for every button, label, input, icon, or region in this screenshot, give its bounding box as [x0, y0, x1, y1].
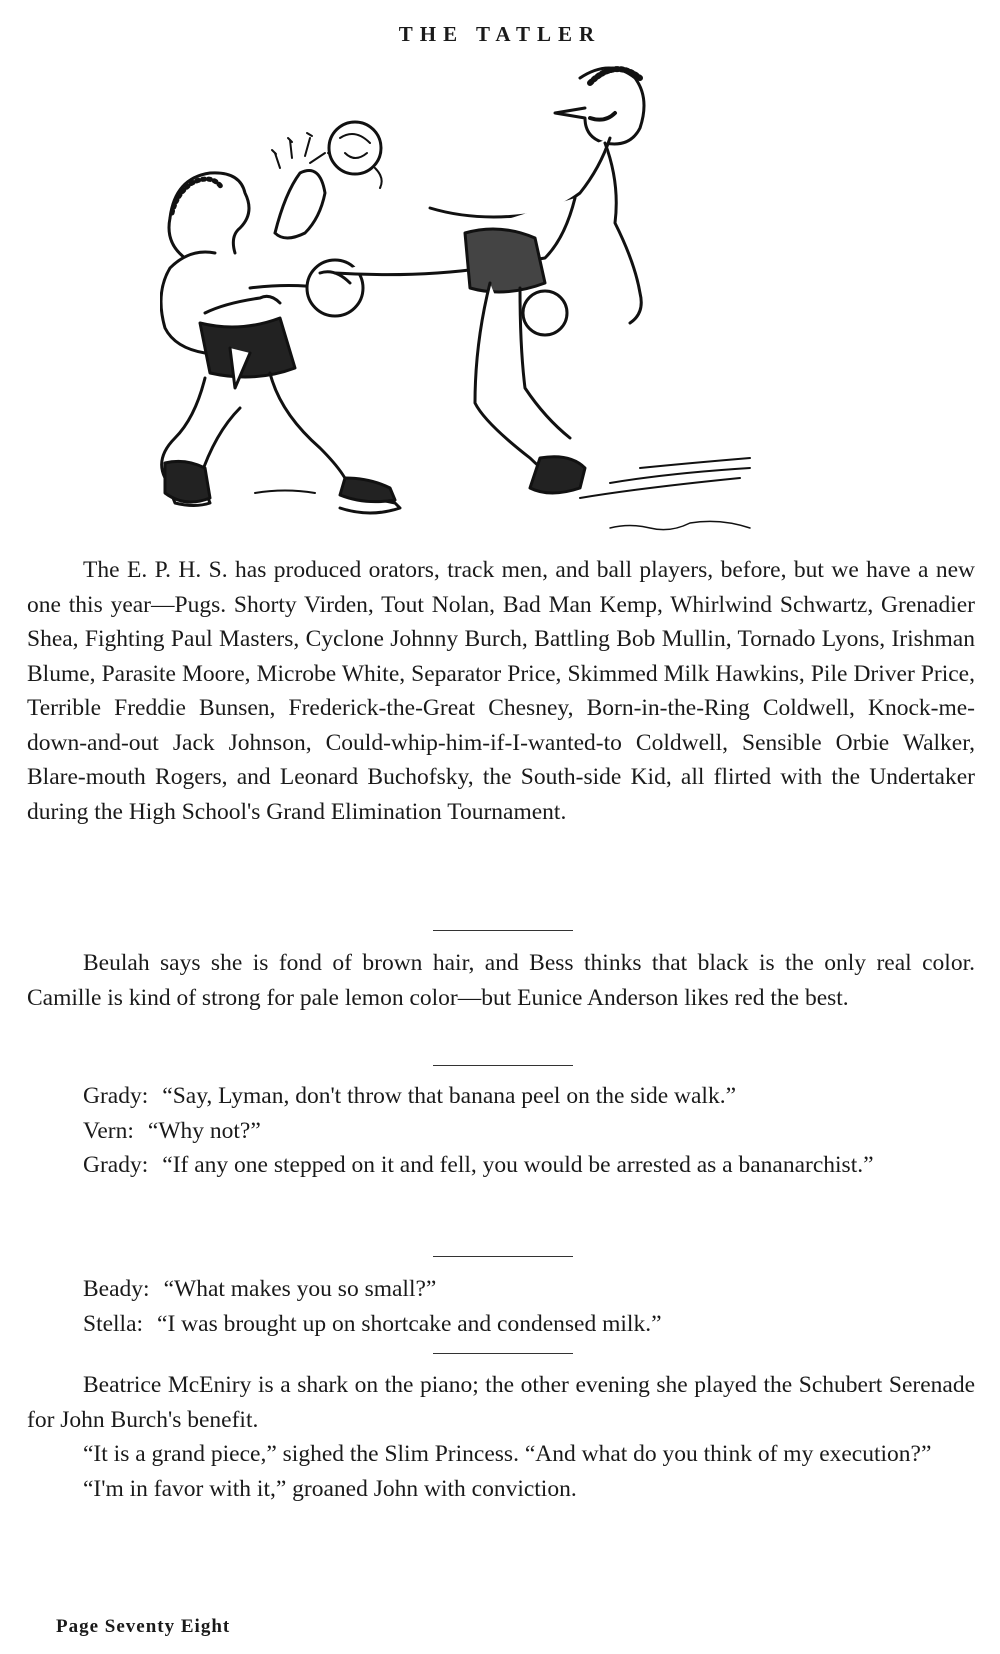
- article-beatrice-para: “I'm in favor with it,” groaned John with conviction.: [83, 1475, 577, 1502]
- dialog-line: [27, 1307, 975, 1342]
- section-divider: [433, 1065, 573, 1066]
- section-divider: [433, 1353, 573, 1354]
- speaker-name: Stella:: [83, 1310, 144, 1337]
- right-boxer: [329, 68, 644, 493]
- speaker-name: Beady:: [83, 1276, 150, 1302]
- dialog-line: [27, 1079, 975, 1114]
- article-beatrice-para: Beatrice McEniry is a shark on the piano; the other evening she played the Schubert Serenade for John Burch's benefit.: [27, 1372, 975, 1433]
- speaker-name: Grady:: [83, 1152, 149, 1178]
- boxing-cartoon-icon: [160, 58, 810, 558]
- speaker-name: Vern:: [83, 1117, 134, 1144]
- dialog-line: [27, 1148, 975, 1183]
- article-beulah: [27, 946, 975, 1015]
- article-beulah-text: Beulah says she is fond of brown hair, and Bess thinks that black is the only real color. Camille is kind of strong for pale lemon color—but Eunice Anderson likes red the best.: [27, 950, 975, 1011]
- dialog-text: “What makes you so small?”: [163, 1276, 437, 1302]
- left-boxer: [161, 133, 400, 513]
- article-pugs: [27, 553, 975, 829]
- article-pugs-text: The E. P. H. S. has produced orators, track men, and ball players, before, but we have a new one this year—Pugs. Shorty Virden, Tout Nolan, Bad Man Kemp, Whirlwind Schwartz, Grenadier Shea, Fighting Paul Masters, Cyclone Johnny Burch, Battling Bob Mullin, Tornado Lyons, Irishman Blume, Parasite Moore, Microbe White, Separator Price, Skimmed Milk Hawkins, Pile Driver Price, Terrible Freddie Bunsen, Frederick-the-Great Chesney, Born-in-the-Ring Coldwell, Knock-me-down-and-out Jack Johnson, Could-whip-him-if-I-wanted-to Coldwell, Sensible Orbie Walker, Blare-mouth Rogers, and Leonard Buchofsky, the South-side Kid, all flirted with the Undertaker during the High School's Grand Elimination Tournament.: [27, 557, 975, 825]
- dialog-text: “Say, Lyman, don't throw that banana peel on the side walk.”: [162, 1083, 736, 1109]
- article-beatrice: [27, 1368, 975, 1506]
- dialog-text: “If any one stepped on it and fell, you would be arrested as a bananarchist.”: [162, 1152, 874, 1178]
- dialog-line: [27, 1114, 975, 1149]
- dialog-text: “I was brought up on shortcake and condensed milk.”: [157, 1310, 662, 1337]
- dialog-line: [27, 1272, 975, 1307]
- speaker-name: Grady:: [83, 1083, 149, 1109]
- section-divider: [433, 1256, 573, 1257]
- dialog-grady: [27, 1079, 975, 1183]
- dialog-text: “Why not?”: [147, 1117, 261, 1144]
- dialog-beady: [27, 1272, 975, 1341]
- section-divider: [433, 930, 573, 931]
- page-number: Page Seventy Eight: [56, 1616, 231, 1637]
- page-header: THE TATLER: [398, 22, 602, 46]
- article-beatrice-para: “It is a grand piece,” sighed the Slim Princess. “And what do you think of my execution?”: [83, 1441, 932, 1467]
